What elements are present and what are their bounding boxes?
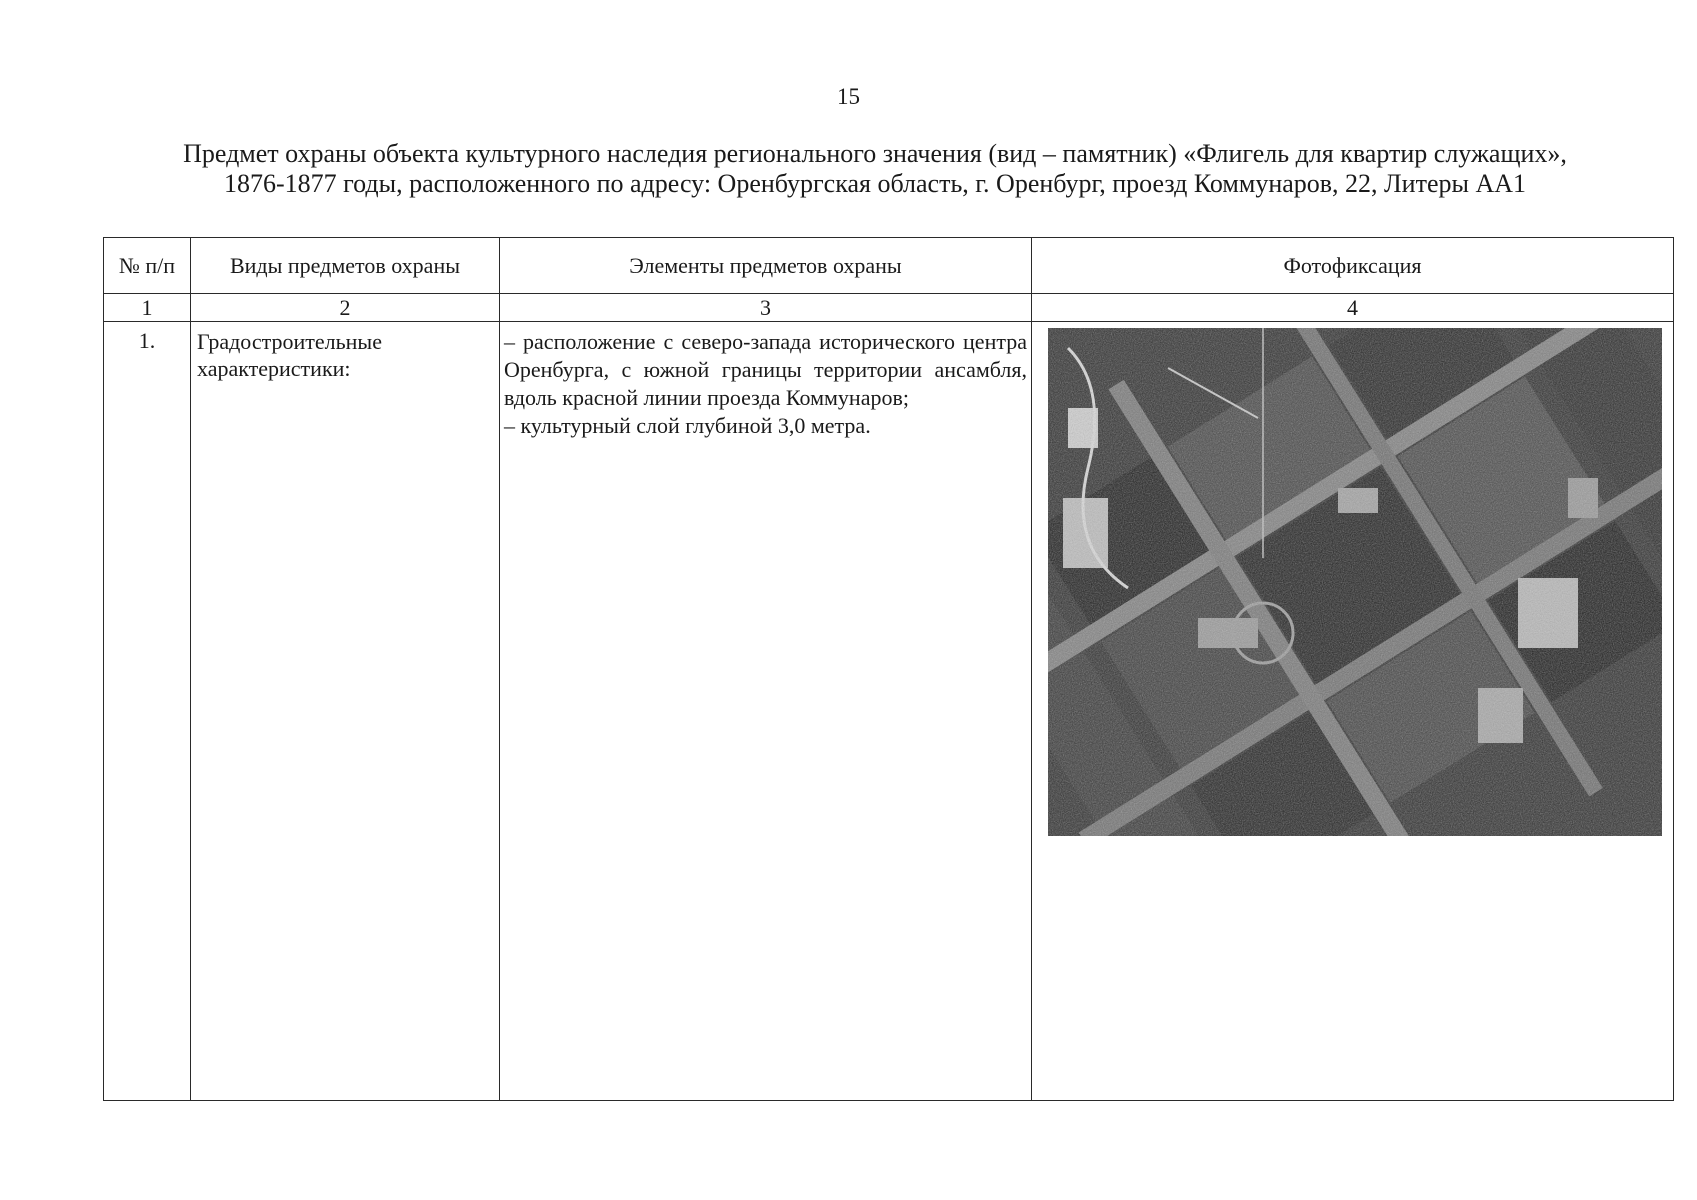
header-protection-types: Виды предметов охраны — [191, 238, 500, 294]
element-item: – культурный слой глубиной 3,0 метра. — [504, 413, 871, 438]
aerial-photo-icon — [1048, 328, 1662, 836]
element-item: – расположение с северо-запада исторического центра Оренбурга, с южной границы территории ансамбля, вдоль красной линии проезда Коммунаров; — [504, 329, 1027, 410]
table-row — [104, 322, 1674, 1101]
title-line-2: 1876-1877 годы, расположенного по адресу: Оренбургская область, г. Оренбург, проезд Коммунаров, 22, Литеры АА1 — [223, 169, 1527, 198]
title-line-1: Предмет охраны объекта культурного наследия регионального значения (вид – памятник) «Флигель для квартир служащих», — [183, 139, 1567, 168]
column-number: 3 — [500, 294, 1032, 322]
protection-elements — [500, 322, 1032, 1101]
document-title — [95, 139, 1655, 199]
protection-subject-table — [103, 237, 1674, 1101]
page-number: 15 — [837, 84, 860, 109]
column-number-row — [104, 294, 1674, 322]
photo-cell — [1032, 322, 1674, 1101]
column-number: 1 — [104, 294, 191, 322]
header-protection-elements: Элементы предметов охраны — [500, 238, 1032, 294]
header-number: № п/п — [104, 238, 191, 294]
header-row — [104, 238, 1674, 294]
row-number: 1. — [104, 322, 191, 1101]
protection-type: Градостроительные характеристики: — [191, 322, 500, 1101]
column-number: 4 — [1032, 294, 1674, 322]
column-number: 2 — [191, 294, 500, 322]
header-photo-record: Фотофиксация — [1032, 238, 1674, 294]
